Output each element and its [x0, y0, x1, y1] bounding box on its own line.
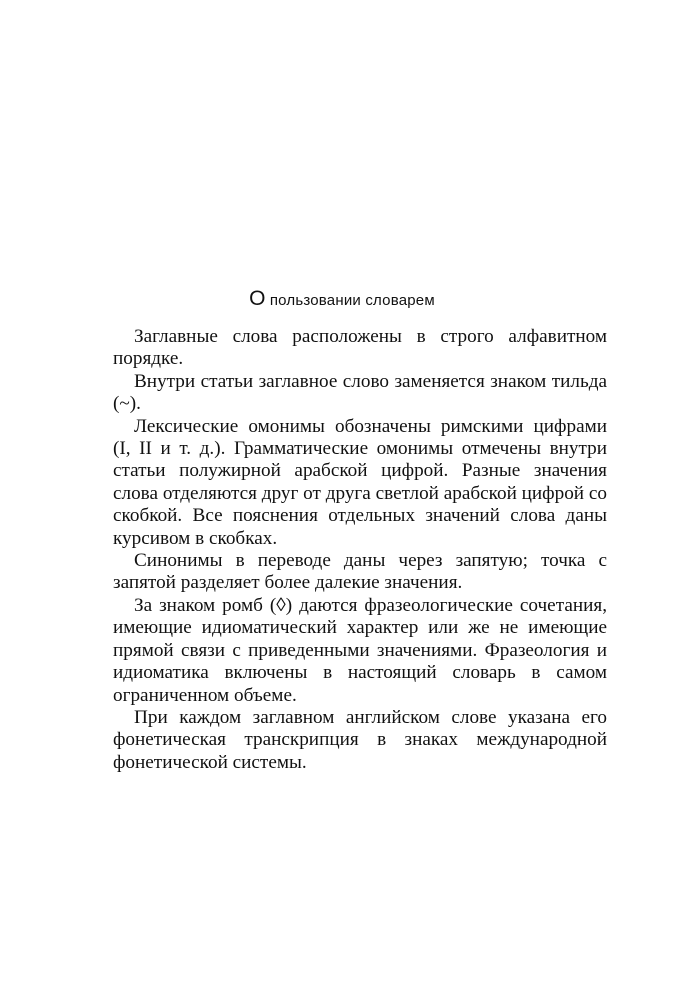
body-text: [113, 326, 607, 774]
paragraph-alphabetical-order: Заглавные слова расположены в строго алфавитном порядке.: [113, 326, 607, 370]
section-heading: [0, 287, 684, 313]
heading-first-letter: О: [249, 287, 266, 310]
paragraph-phraseology: За знаком ромб (◊) даются фразеологические сочетания, имеющие идиоматический характер или же не имеющие прямой связи с приведенными значениями. Фразеология и идиоматика включены в настоящий словарь в самом ограниченном объеме.: [113, 594, 607, 706]
paragraph-synonyms: Синонимы в переводе даны через запятую; точка с запятой разделяет более далекие значения.: [113, 550, 607, 594]
paragraph-transcription: При каждом заглавном английском слове указана его фонетическая транскрипция в знаках международной фонетической системы.: [113, 706, 607, 773]
heading-rest: пользовании словарем: [265, 292, 435, 309]
paragraph-homonyms: Лексические омонимы обозначены римскими цифрами (I, II и т. д.). Грамматические омонимы отмечены внутри статьи полужирной арабской цифрой. Разные значения слова отделяются друг от друга светлой арабской цифрой со скобкой. Все пояснения отдельных значений слова даны курсивом в скобках.: [113, 415, 607, 549]
paragraph-tilde: Внутри статьи заглавное слово заменяется знаком тильда (~).: [113, 370, 607, 415]
